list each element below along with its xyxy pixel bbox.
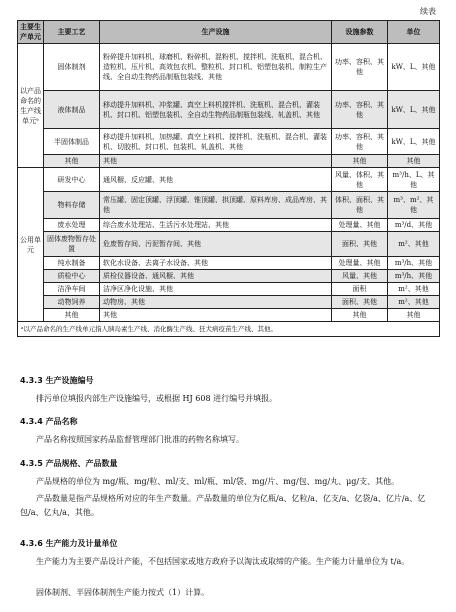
params-cell: 体积、面积、其他 (332, 192, 388, 219)
header-unit-type: 主要生产单元 (18, 21, 44, 44)
unit-cell: m²、其他 (388, 232, 440, 257)
facilities-cell: 综合废水处理站、生活污水处理站、其他 (100, 219, 332, 232)
section-heading: 4.3.3 生产设施编号 (20, 376, 94, 385)
process-cell: 液体制品 (44, 91, 100, 129)
process-cell: 固体制剂 (44, 44, 100, 91)
process-cell: 物料存储 (44, 192, 100, 219)
params-cell: 风量、其他 (332, 270, 388, 283)
table-row (18, 283, 440, 296)
unit-cell: kW、L、其他 (388, 44, 440, 91)
section-paragraph: 产品数量是指产品规格所对应的年生产数量。产品数量的单位为亿瓶/a、亿粒/a、亿支/a、亿袋/a、亿片/a、亿包/a、亿丸/a、其他。 (20, 494, 426, 517)
header-params: 设施参数 (332, 21, 388, 44)
process-cell: 洁净车间 (44, 283, 100, 296)
params-cell: 功率、容积、其他 (332, 129, 388, 155)
facilities-cell: 常压罐、固定顶罐、浮顶罐、锥顶罐、拱顶罐、原料库房、成品库房、其他 (100, 192, 332, 219)
unit-cell: 其他 (388, 155, 440, 168)
params-cell: 处理量、其他 (332, 257, 388, 270)
section-paragraph: 产品名称按照国家药品监督管理部门批准的药物名称填写。 (36, 435, 244, 444)
unit-cell: m³/h、其他 (388, 257, 440, 270)
process-cell: 固体废物暂存处置 (44, 232, 100, 257)
params-cell: 处理量、其他 (332, 219, 388, 232)
table-row (18, 232, 440, 257)
table-row (18, 91, 440, 129)
process-cell: 研发中心 (44, 168, 100, 192)
header-facilities: 生产设施 (100, 21, 332, 44)
process-cell: 纯水制备 (44, 257, 100, 270)
table-row (18, 309, 440, 322)
params-cell: 功率、容积、其他 (332, 91, 388, 129)
facilities-cell: 其他 (100, 309, 332, 322)
facilities-cell: 通风橱、反应罐、其他 (100, 168, 332, 192)
table-row (18, 168, 440, 192)
section-heading: 4.3.5 产品规格、产品数量 (20, 459, 118, 468)
facilities-cell: 其他 (100, 155, 332, 168)
section-paragraph: 固体制剂、半固体制剂生产能力按式（1）计算。 (36, 588, 210, 597)
section-heading: 4.3.4 产品名称 (20, 417, 78, 426)
params-cell: 功率、容积、其他 (332, 44, 388, 91)
table-row (18, 129, 440, 155)
table-row (18, 219, 440, 232)
process-cell: 动物饲养 (44, 296, 100, 309)
production-facility-table (17, 20, 440, 337)
facilities-cell: 移动提升加料机、冲浆罐、真空上料机搅拌机、洗瓶机、混合机、灌装机、封口机、铝塑包装机、全自动生物药品制瓶包装线、轧盖机、其他 (100, 91, 332, 129)
table-row (18, 270, 440, 283)
unit-cell: 其他 (388, 309, 440, 322)
facilities-cell: 洁净区净化设施、其他 (100, 283, 332, 296)
facilities-cell: 移动提升加料机、加热罐、真空上料机、搅拌机、洗瓶机、混合机、灌装机、切胶机、封口机、包装机、轧盖机、其他 (100, 129, 332, 155)
unit-cell: m²、其他 (388, 283, 440, 296)
table-row (18, 44, 440, 91)
unit-cell: kW、L、其他 (388, 129, 440, 155)
unit-cell: m³、m²、其他 (388, 192, 440, 219)
unit-cell: m³/h、L、其他 (388, 168, 440, 192)
section-label-public-unit: 公用单元 (18, 168, 44, 322)
table-row (18, 155, 440, 168)
section-paragraph: 产品规格的单位为 mg/瓶、mg/粒、ml/支、ml/瓶、ml/袋、mg/片、mg/包、mg/丸、μg/支、其他。 (36, 477, 400, 486)
facilities-cell: 质检仪器设备、通风橱、其他 (100, 270, 332, 283)
table-header-row (18, 21, 440, 44)
facilities-cell: 危废暂存间、污泥暂存间、其他 (100, 232, 332, 257)
section-paragraph: 排污单位填报内部生产设施编号，或根据 HJ 608 进行编号并填报。 (36, 394, 278, 403)
unit-cell: kW、L、其他 (388, 91, 440, 129)
table-row (18, 192, 440, 219)
process-cell: 其他 (44, 309, 100, 322)
table-row (18, 296, 440, 309)
section-label-product-line: 以产品命名的生产线单元ᵃ (18, 44, 44, 168)
section-paragraph: 生产能力为主要产品设计产能，不包括国家或地方政府予以淘汰或取缔的产能。生产能力计量单位为 t/a。 (36, 557, 410, 566)
params-cell: 风量、体积、其他 (332, 168, 388, 192)
process-cell: 半固体制品 (44, 129, 100, 155)
process-cell: 废水处理 (44, 219, 100, 232)
table-footnote: ᵃ以产品命名的生产线单元指人胰岛素生产线、消化酶生产线、狂犬病疫苗生产线、其他。 (18, 322, 440, 337)
unit-cell: m²、其他 (388, 296, 440, 309)
process-cell: 质检中心 (44, 270, 100, 283)
facilities-cell: 粉碎提升加料机、球磨机、粉碎机、混粉机、搅拌机、洗瓶机、混合机、造粒机、压片机、高效包衣机、整粒机、封口机、铝塑包装机、制粒生产线、全自动生物药品制瓶包装线、其他 (100, 44, 332, 91)
section-heading: 4.3.6 生产能力及计量单位 (20, 539, 118, 548)
table-note-row (18, 322, 440, 337)
unit-cell: m³/d、其他 (388, 219, 440, 232)
table-row (18, 257, 440, 270)
params-cell: 面积 (332, 283, 388, 296)
params-cell: 其他 (332, 155, 388, 168)
facilities-cell: 动物房、其他 (100, 296, 332, 309)
facilities-cell: 软化水设备、去离子水设备、其他 (100, 257, 332, 270)
unit-cell: m³/h、其他 (388, 270, 440, 283)
header-unit: 单位 (388, 21, 440, 44)
params-cell: 面积、其他 (332, 296, 388, 309)
continued-label: 续表 (420, 7, 436, 16)
params-cell: 其他 (332, 309, 388, 322)
process-cell: 其他 (44, 155, 100, 168)
header-process: 主要工艺 (44, 21, 100, 44)
params-cell: 面积、其他 (332, 232, 388, 257)
